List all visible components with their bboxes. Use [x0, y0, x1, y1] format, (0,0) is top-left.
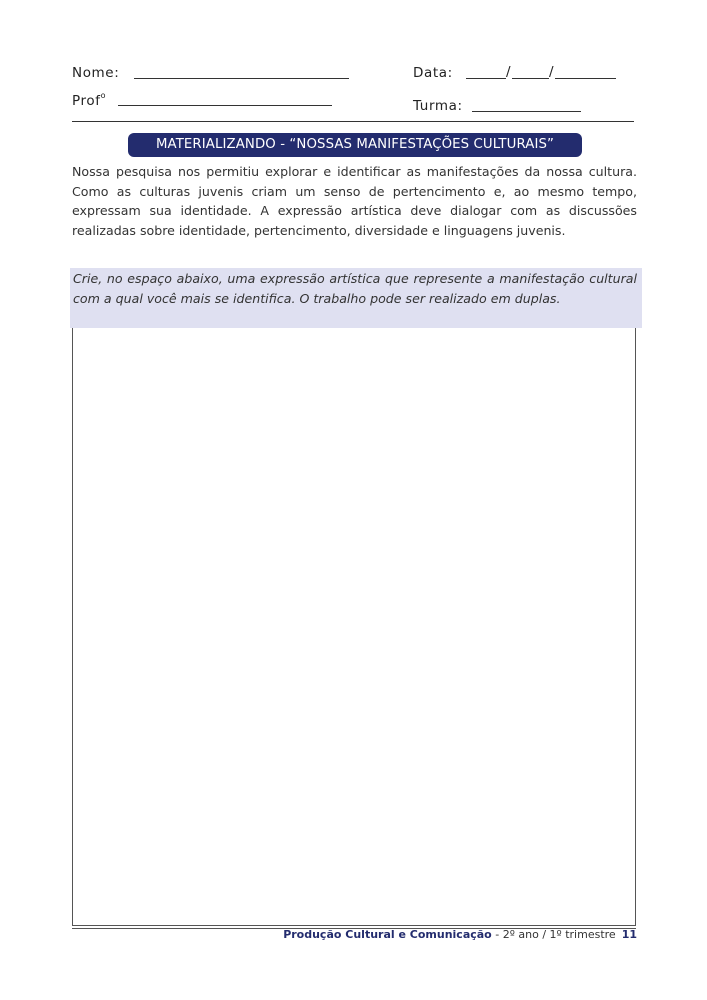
- teacher-label: Prof$^o$: [72, 91, 107, 109]
- instruction-text: Crie, no espaço abaixo, uma expressão artística que represente a manifestação cultural com a qual você mais se identifica. O trabalho pode ser realizado em duplas.: [73, 271, 637, 306]
- drawing-area[interactable]: [72, 328, 636, 926]
- page-footer: [283, 928, 637, 941]
- teacher-field[interactable]: [118, 105, 332, 106]
- section-title: MATERIALIZANDO - “NOSSAS MANIFESTAÇÕES CULTURAIS”: [128, 133, 582, 157]
- date-month-field[interactable]: [512, 78, 549, 79]
- footer-details: - 2º ano / 1º trimestre: [491, 928, 616, 941]
- date-year-field[interactable]: [555, 78, 616, 79]
- date-label: Data:: [413, 65, 453, 81]
- intro-paragraph: Nossa pesquisa nos permitiu explorar e identificar as manifestações da nossa cultura. Como as culturas juvenis criam um senso de pertencimento e, ao mesmo tempo, expressam sua identidade. A expressão artística deve dialogar com as discussões realizadas sobre identidade, pertencimento, diversidade e linguagens juvenis.: [72, 164, 637, 238]
- class-field[interactable]: [472, 111, 581, 112]
- name-label: Nome:: [72, 65, 120, 81]
- name-field[interactable]: [134, 78, 349, 79]
- class-label: Turma:: [413, 98, 463, 114]
- date-separator: /: [506, 64, 512, 80]
- instruction-box: [70, 268, 642, 328]
- date-separator: /: [549, 64, 555, 80]
- footer-subject: Produção Cultural e Comunicação: [283, 928, 492, 941]
- page-number: 11: [621, 928, 637, 941]
- header-divider: [72, 121, 634, 122]
- date-day-field[interactable]: [466, 78, 506, 79]
